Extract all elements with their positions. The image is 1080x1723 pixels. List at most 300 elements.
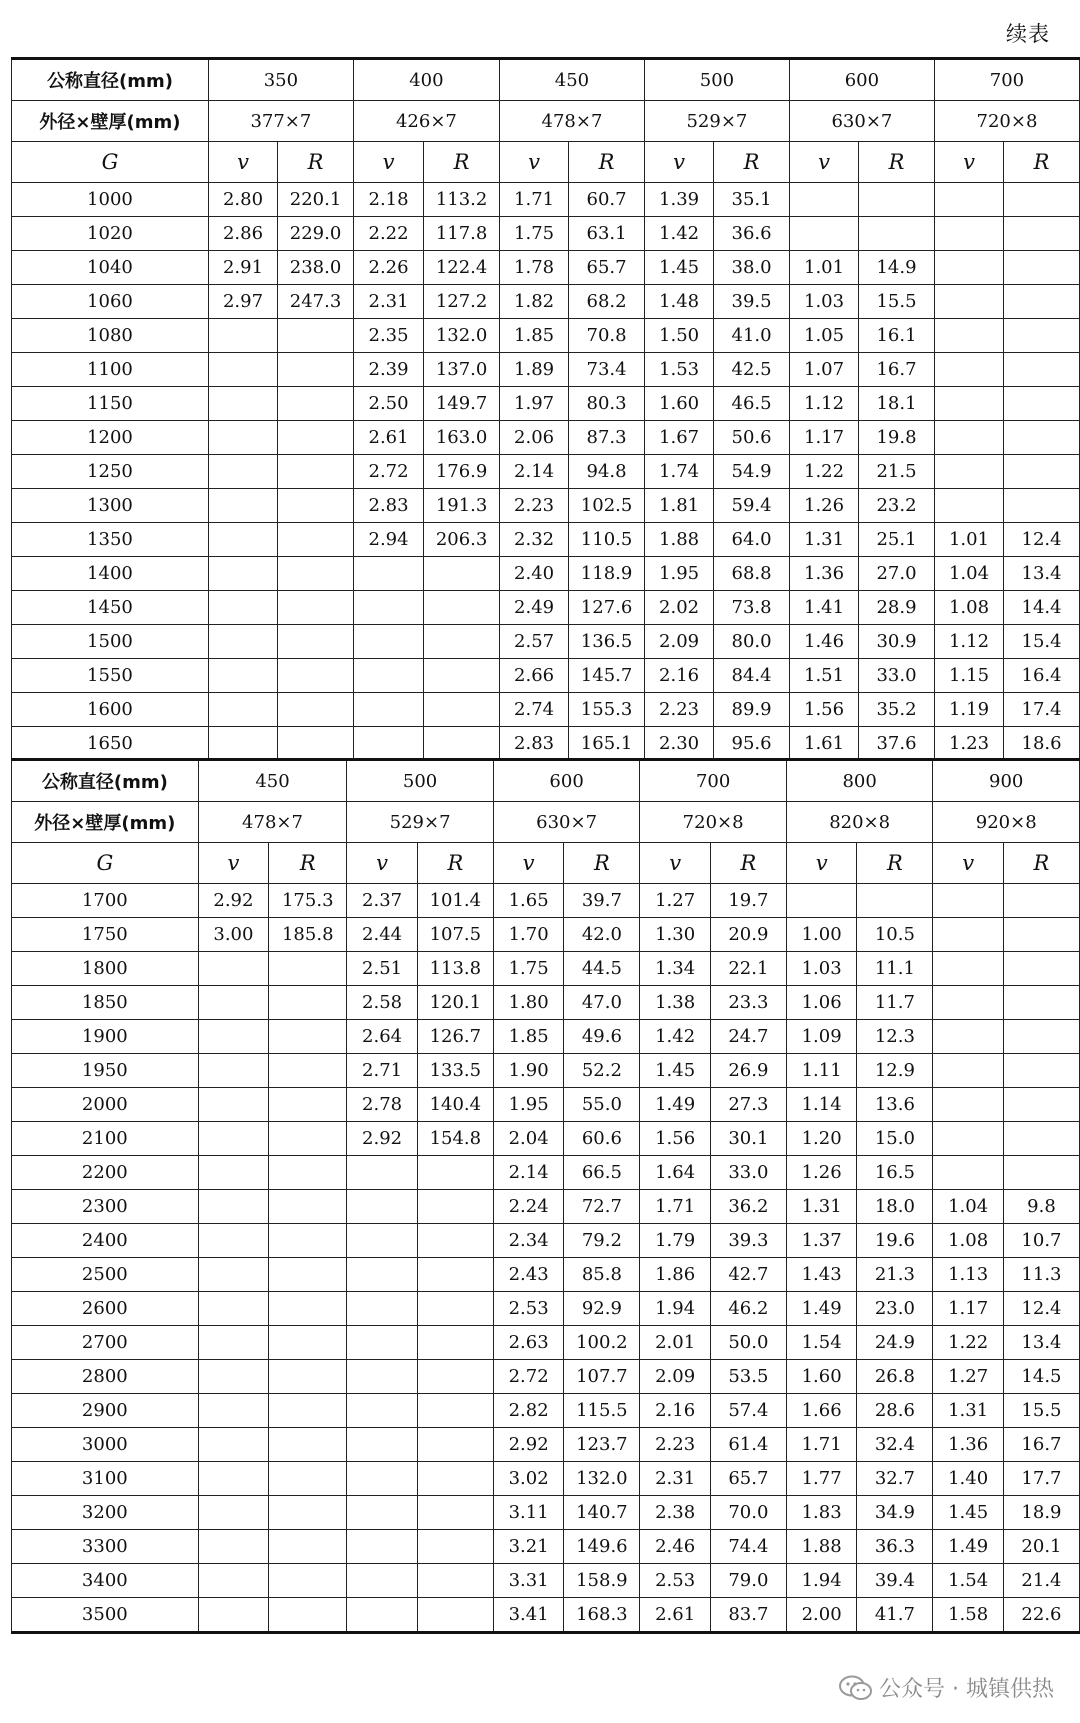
resistance-cell: 18.6: [1004, 727, 1080, 761]
resistance-cell: [1003, 1156, 1079, 1190]
resistance-cell: [278, 659, 354, 693]
v-header: v: [640, 843, 711, 884]
velocity-cell: [347, 1360, 418, 1394]
outer-diameter-cell: 920×8: [933, 802, 1080, 843]
velocity-cell: 1.20: [786, 1122, 857, 1156]
table-row: [12, 523, 1080, 557]
resistance-cell: 59.4: [714, 489, 790, 523]
resistance-cell: 107.5: [417, 918, 493, 952]
velocity-cell: [933, 952, 1004, 986]
velocity-cell: 1.48: [644, 285, 713, 319]
velocity-cell: 1.67: [644, 421, 713, 455]
resistance-cell: 13.4: [1003, 1326, 1079, 1360]
velocity-cell: 1.17: [933, 1292, 1004, 1326]
resistance-cell: [417, 1428, 493, 1462]
velocity-cell: 1.34: [640, 952, 711, 986]
flow-g-cell: 1900: [12, 1020, 199, 1054]
resistance-cell: 72.7: [564, 1190, 640, 1224]
table-row: [12, 1292, 1080, 1326]
flow-g-cell: 1800: [12, 952, 199, 986]
velocity-cell: 2.00: [786, 1598, 857, 1633]
v-header: v: [353, 142, 423, 183]
velocity-cell: 2.40: [499, 557, 568, 591]
resistance-cell: [1004, 183, 1080, 217]
table-row: [12, 986, 1080, 1020]
velocity-cell: 1.22: [789, 455, 858, 489]
resistance-cell: 30.9: [859, 625, 935, 659]
velocity-cell: 2.34: [493, 1224, 564, 1258]
flow-g-cell: 2000: [12, 1088, 199, 1122]
velocity-cell: [353, 591, 423, 625]
table-row: [12, 421, 1080, 455]
velocity-cell: 1.49: [786, 1292, 857, 1326]
resistance-cell: [1004, 217, 1080, 251]
resistance-cell: 32.7: [857, 1462, 933, 1496]
resistance-cell: [278, 727, 354, 761]
r-header: R: [417, 843, 493, 884]
resistance-cell: 15.0: [857, 1122, 933, 1156]
velocity-cell: [353, 659, 423, 693]
r-header: R: [564, 843, 640, 884]
resistance-cell: 17.7: [1003, 1462, 1079, 1496]
velocity-cell: 1.27: [640, 884, 711, 918]
table-row: [12, 455, 1080, 489]
outer-diameter-label: 外径×壁厚(mm): [12, 802, 199, 843]
velocity-cell: [934, 285, 1003, 319]
velocity-cell: [789, 183, 858, 217]
resistance-cell: [417, 1598, 493, 1633]
resistance-cell: 16.1: [859, 319, 935, 353]
velocity-cell: 1.06: [786, 986, 857, 1020]
resistance-cell: [1003, 1088, 1079, 1122]
velocity-cell: 3.41: [493, 1598, 564, 1633]
table-row: [12, 285, 1080, 319]
resistance-cell: 46.5: [714, 387, 790, 421]
resistance-cell: 100.2: [564, 1326, 640, 1360]
flow-g-cell: 1040: [12, 251, 209, 285]
resistance-cell: [417, 1360, 493, 1394]
velocity-cell: [198, 1360, 269, 1394]
velocity-cell: [198, 1020, 269, 1054]
flow-g-cell: 1250: [12, 455, 209, 489]
velocity-cell: 1.56: [789, 693, 858, 727]
velocity-cell: 1.94: [640, 1292, 711, 1326]
velocity-cell: 1.95: [493, 1088, 564, 1122]
velocity-cell: [347, 1258, 418, 1292]
resistance-cell: 42.7: [710, 1258, 786, 1292]
resistance-cell: [424, 557, 500, 591]
velocity-cell: 1.31: [786, 1190, 857, 1224]
velocity-cell: 2.94: [353, 523, 423, 557]
resistance-cell: [1004, 353, 1080, 387]
resistance-cell: 73.8: [714, 591, 790, 625]
nominal-diameter-cell: 900: [933, 760, 1080, 802]
flow-g-cell: 2400: [12, 1224, 199, 1258]
resistance-cell: 39.3: [710, 1224, 786, 1258]
resistance-cell: 95.6: [714, 727, 790, 761]
velocity-cell: 1.00: [786, 918, 857, 952]
flow-g-cell: 1950: [12, 1054, 199, 1088]
flow-g-cell: 2800: [12, 1360, 199, 1394]
resistance-cell: 61.4: [710, 1428, 786, 1462]
table-row: [12, 353, 1080, 387]
resistance-cell: [278, 489, 354, 523]
resistance-cell: 22.6: [1003, 1598, 1079, 1633]
resistance-cell: 229.0: [278, 217, 354, 251]
velocity-cell: 1.81: [644, 489, 713, 523]
resistance-cell: [278, 353, 354, 387]
table-row: [12, 952, 1080, 986]
v-header: v: [789, 142, 858, 183]
velocity-cell: 3.02: [493, 1462, 564, 1496]
resistance-cell: [269, 1360, 347, 1394]
table-row: [12, 591, 1080, 625]
nominal-diameter-label: 公称直径(mm): [12, 760, 199, 802]
velocity-cell: [347, 1156, 418, 1190]
velocity-cell: 1.05: [789, 319, 858, 353]
velocity-cell: 1.94: [786, 1564, 857, 1598]
resistance-cell: [417, 1530, 493, 1564]
resistance-cell: 126.7: [417, 1020, 493, 1054]
resistance-cell: 102.5: [569, 489, 645, 523]
velocity-cell: 1.60: [786, 1360, 857, 1394]
resistance-cell: 11.7: [857, 986, 933, 1020]
velocity-cell: 2.80: [208, 183, 277, 217]
resistance-cell: [424, 727, 500, 761]
flow-g-cell: 1200: [12, 421, 209, 455]
outer-diameter-cell: 630×7: [493, 802, 640, 843]
resistance-cell: 185.8: [269, 918, 347, 952]
resistance-cell: 34.9: [857, 1496, 933, 1530]
velocity-cell: [933, 1020, 1004, 1054]
velocity-cell: [934, 489, 1003, 523]
flow-g-cell: 2500: [12, 1258, 199, 1292]
nominal-diameter-cell: 600: [493, 760, 640, 802]
velocity-cell: 2.02: [644, 591, 713, 625]
resistance-cell: 23.0: [857, 1292, 933, 1326]
table-row: [12, 319, 1080, 353]
velocity-cell: [353, 693, 423, 727]
velocity-cell: [934, 421, 1003, 455]
resistance-cell: 117.8: [424, 217, 500, 251]
r-header: R: [1004, 142, 1080, 183]
velocity-cell: 1.27: [933, 1360, 1004, 1394]
resistance-cell: [417, 1496, 493, 1530]
velocity-cell: 1.19: [934, 693, 1003, 727]
velocity-cell: 2.16: [644, 659, 713, 693]
velocity-cell: [208, 591, 277, 625]
resistance-cell: [278, 421, 354, 455]
velocity-cell: [198, 1292, 269, 1326]
velocity-cell: [198, 1224, 269, 1258]
velocity-cell: 1.60: [644, 387, 713, 421]
velocity-cell: [933, 1156, 1004, 1190]
resistance-cell: [269, 1564, 347, 1598]
velocity-cell: [934, 251, 1003, 285]
resistance-cell: 39.4: [857, 1564, 933, 1598]
resistance-cell: 15.4: [1004, 625, 1080, 659]
resistance-cell: 18.9: [1003, 1496, 1079, 1530]
table-row: [12, 1020, 1080, 1054]
resistance-cell: 165.1: [569, 727, 645, 761]
resistance-cell: [1004, 455, 1080, 489]
table-row: [12, 217, 1080, 251]
resistance-cell: 16.7: [859, 353, 935, 387]
nominal-diameter-cell: 450: [499, 59, 644, 101]
resistance-cell: 11.3: [1003, 1258, 1079, 1292]
outer-diameter-label: 外径×壁厚(mm): [12, 101, 209, 142]
velocity-cell: 2.38: [640, 1496, 711, 1530]
resistance-cell: 47.0: [564, 986, 640, 1020]
velocity-cell: [353, 557, 423, 591]
resistance-cell: 127.2: [424, 285, 500, 319]
velocity-cell: 1.36: [933, 1428, 1004, 1462]
velocity-cell: [347, 1462, 418, 1496]
velocity-cell: 2.22: [353, 217, 423, 251]
velocity-cell: 1.85: [493, 1020, 564, 1054]
velocity-cell: 2.82: [493, 1394, 564, 1428]
velocity-cell: [208, 455, 277, 489]
resistance-cell: 15.5: [1003, 1394, 1079, 1428]
velocity-cell: [347, 1496, 418, 1530]
resistance-cell: 9.8: [1003, 1190, 1079, 1224]
velocity-cell: 2.57: [499, 625, 568, 659]
table-row: [12, 918, 1080, 952]
velocity-cell: 2.09: [644, 625, 713, 659]
v-header: v: [499, 142, 568, 183]
velocity-cell: 1.71: [640, 1190, 711, 1224]
table-row: [12, 1394, 1080, 1428]
flow-g-cell: 1300: [12, 489, 209, 523]
resistance-cell: 17.4: [1004, 693, 1080, 727]
resistance-cell: 10.7: [1003, 1224, 1079, 1258]
resistance-cell: 25.1: [859, 523, 935, 557]
resistance-cell: [417, 1462, 493, 1496]
velocity-cell: [208, 727, 277, 761]
flow-g-cell: 3300: [12, 1530, 199, 1564]
flow-g-cell: 1450: [12, 591, 209, 625]
resistance-cell: 23.3: [710, 986, 786, 1020]
velocity-cell: 2.61: [640, 1598, 711, 1633]
velocity-cell: 2.64: [347, 1020, 418, 1054]
nominal-diameter-cell: 500: [644, 59, 789, 101]
nominal-diameter-row: [12, 59, 1080, 101]
resistance-cell: 60.7: [569, 183, 645, 217]
velocity-cell: 1.04: [934, 557, 1003, 591]
velocity-cell: [347, 1224, 418, 1258]
v-header: v: [644, 142, 713, 183]
resistance-cell: 16.7: [1003, 1428, 1079, 1462]
velocity-cell: 1.22: [933, 1326, 1004, 1360]
velocity-cell: 1.61: [789, 727, 858, 761]
velocity-cell: [208, 319, 277, 353]
velocity-cell: 2.63: [493, 1326, 564, 1360]
v-header: v: [493, 843, 564, 884]
column-header-row: [12, 142, 1080, 183]
nominal-diameter-cell: 700: [934, 59, 1079, 101]
v-header: v: [786, 843, 857, 884]
velocity-cell: 2.44: [347, 918, 418, 952]
velocity-cell: [789, 217, 858, 251]
resistance-cell: 83.7: [710, 1598, 786, 1633]
resistance-cell: 30.1: [710, 1122, 786, 1156]
resistance-cell: 28.9: [859, 591, 935, 625]
outer-diameter-cell: 820×8: [786, 802, 933, 843]
velocity-cell: 1.31: [933, 1394, 1004, 1428]
resistance-cell: [278, 319, 354, 353]
resistance-cell: 191.3: [424, 489, 500, 523]
table-row: [12, 387, 1080, 421]
velocity-cell: [198, 1564, 269, 1598]
resistance-cell: 101.4: [417, 884, 493, 918]
resistance-cell: 60.6: [564, 1122, 640, 1156]
resistance-cell: [1004, 319, 1080, 353]
resistance-cell: [1003, 884, 1079, 918]
resistance-cell: [417, 1292, 493, 1326]
velocity-cell: [208, 625, 277, 659]
velocity-cell: 2.92: [198, 884, 269, 918]
v-header: v: [208, 142, 277, 183]
resistance-cell: [424, 591, 500, 625]
velocity-cell: [208, 421, 277, 455]
velocity-cell: 2.49: [499, 591, 568, 625]
flow-g-cell: 3400: [12, 1564, 199, 1598]
flow-g-cell: 1060: [12, 285, 209, 319]
velocity-cell: 2.61: [353, 421, 423, 455]
velocity-cell: 2.01: [640, 1326, 711, 1360]
velocity-cell: [347, 1326, 418, 1360]
velocity-cell: 1.23: [934, 727, 1003, 761]
velocity-cell: [933, 884, 1004, 918]
resistance-cell: 12.9: [857, 1054, 933, 1088]
flow-g-cell: 3500: [12, 1598, 199, 1633]
velocity-cell: [933, 1122, 1004, 1156]
resistance-cell: 220.1: [278, 183, 354, 217]
resistance-cell: 68.8: [714, 557, 790, 591]
resistance-cell: 70.8: [569, 319, 645, 353]
table-row: [12, 1054, 1080, 1088]
velocity-cell: 1.89: [499, 353, 568, 387]
resistance-cell: [1003, 918, 1079, 952]
velocity-cell: 1.26: [786, 1156, 857, 1190]
velocity-cell: 1.83: [786, 1496, 857, 1530]
r-header: R: [714, 142, 790, 183]
nominal-diameter-cell: 450: [198, 760, 347, 802]
resistance-cell: [269, 1190, 347, 1224]
table-row: [12, 1190, 1080, 1224]
velocity-cell: 1.56: [640, 1122, 711, 1156]
resistance-cell: 73.4: [569, 353, 645, 387]
velocity-cell: [198, 986, 269, 1020]
velocity-cell: 1.51: [789, 659, 858, 693]
velocity-cell: 1.42: [644, 217, 713, 251]
velocity-cell: 2.53: [640, 1564, 711, 1598]
resistance-cell: 50.0: [710, 1326, 786, 1360]
table-row: [12, 183, 1080, 217]
velocity-cell: 2.37: [347, 884, 418, 918]
resistance-cell: 175.3: [269, 884, 347, 918]
velocity-cell: 1.49: [933, 1530, 1004, 1564]
resistance-cell: 36.2: [710, 1190, 786, 1224]
velocity-cell: 1.01: [789, 251, 858, 285]
resistance-cell: 110.5: [569, 523, 645, 557]
resistance-cell: 20.1: [1003, 1530, 1079, 1564]
velocity-cell: 2.43: [493, 1258, 564, 1292]
table-row: [12, 557, 1080, 591]
resistance-cell: [269, 1258, 347, 1292]
velocity-cell: 1.42: [640, 1020, 711, 1054]
velocity-cell: 2.35: [353, 319, 423, 353]
resistance-cell: [269, 1326, 347, 1360]
velocity-cell: 1.45: [640, 1054, 711, 1088]
velocity-cell: 1.13: [933, 1258, 1004, 1292]
resistance-cell: 168.3: [564, 1598, 640, 1633]
resistance-cell: 21.3: [857, 1258, 933, 1292]
resistance-cell: [424, 693, 500, 727]
table-row: [12, 1530, 1080, 1564]
velocity-cell: 1.07: [789, 353, 858, 387]
r-header: R: [569, 142, 645, 183]
resistance-cell: 42.0: [564, 918, 640, 952]
resistance-cell: 118.9: [569, 557, 645, 591]
velocity-cell: 1.77: [786, 1462, 857, 1496]
velocity-cell: [198, 1496, 269, 1530]
resistance-cell: 24.7: [710, 1020, 786, 1054]
resistance-cell: [269, 1088, 347, 1122]
resistance-cell: [1004, 251, 1080, 285]
velocity-cell: [198, 1088, 269, 1122]
velocity-cell: 2.51: [347, 952, 418, 986]
r-header: R: [424, 142, 500, 183]
velocity-cell: [208, 557, 277, 591]
resistance-cell: 24.9: [857, 1326, 933, 1360]
resistance-cell: 12.4: [1004, 523, 1080, 557]
velocity-cell: 2.18: [353, 183, 423, 217]
resistance-cell: 84.4: [714, 659, 790, 693]
resistance-cell: [269, 1598, 347, 1633]
velocity-cell: 1.12: [934, 625, 1003, 659]
flow-g-cell: 3000: [12, 1428, 199, 1462]
flow-g-cell: 1150: [12, 387, 209, 421]
velocity-cell: 1.01: [934, 523, 1003, 557]
velocity-cell: [208, 489, 277, 523]
velocity-cell: 1.26: [789, 489, 858, 523]
outer-diameter-cell: 478×7: [198, 802, 347, 843]
resistance-cell: 149.6: [564, 1530, 640, 1564]
resistance-cell: 13.6: [857, 1088, 933, 1122]
outer-diameter-cell: 720×8: [934, 101, 1079, 142]
g-header: G: [12, 142, 209, 183]
flow-g-cell: 1100: [12, 353, 209, 387]
resistance-cell: 18.1: [859, 387, 935, 421]
resistance-cell: 35.1: [714, 183, 790, 217]
velocity-cell: [934, 387, 1003, 421]
velocity-cell: [198, 1462, 269, 1496]
resistance-cell: 68.2: [569, 285, 645, 319]
r-header: R: [1003, 843, 1079, 884]
velocity-cell: [208, 387, 277, 421]
velocity-cell: [198, 1122, 269, 1156]
resistance-cell: [1003, 952, 1079, 986]
resistance-cell: 247.3: [278, 285, 354, 319]
resistance-cell: 120.1: [417, 986, 493, 1020]
resistance-cell: 35.2: [859, 693, 935, 727]
velocity-cell: 1.65: [493, 884, 564, 918]
velocity-cell: 1.08: [933, 1224, 1004, 1258]
velocity-cell: 2.46: [640, 1530, 711, 1564]
resistance-cell: 26.9: [710, 1054, 786, 1088]
velocity-cell: [208, 353, 277, 387]
